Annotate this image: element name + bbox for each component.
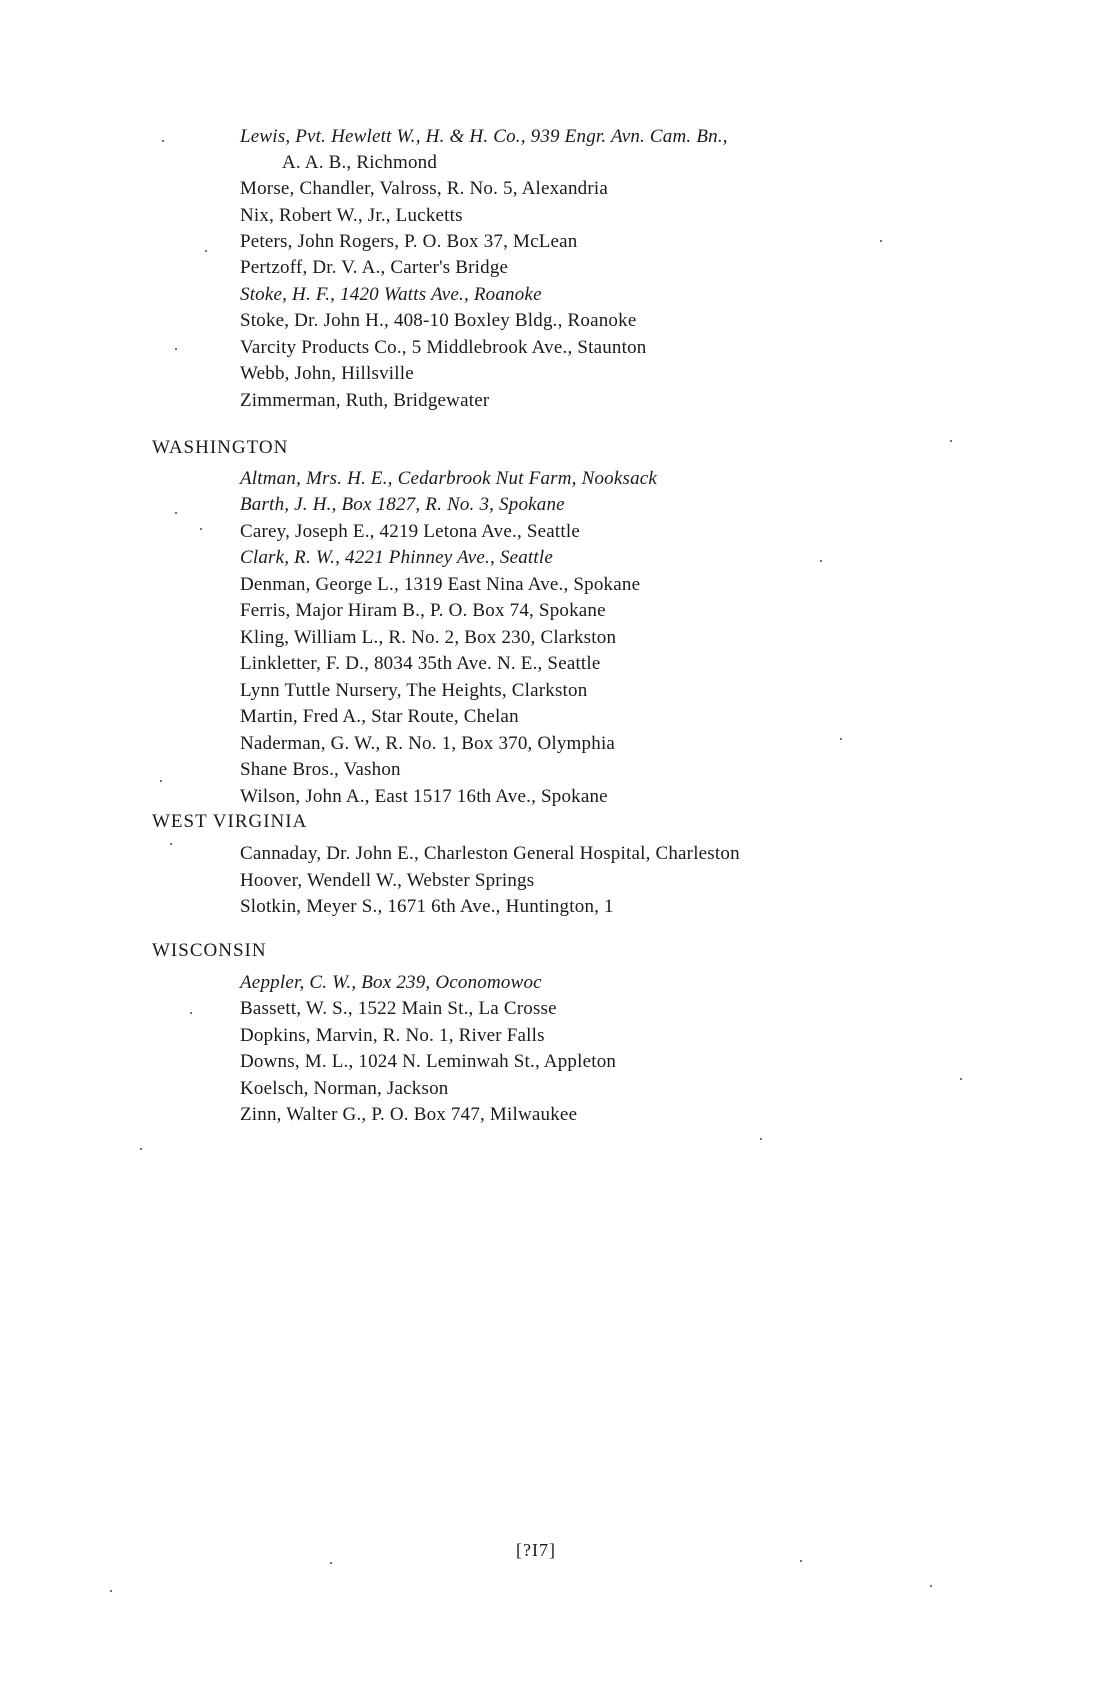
list-item: Wilson, John A., East 1517 16th Ave., Spokane (240, 786, 608, 807)
scan-speck (140, 1148, 142, 1150)
list-item: Denman, George L., 1319 East Nina Ave., Spokane (240, 574, 641, 595)
list-item: Naderman, G. W., R. No. 1, Box 370, Olymphia (240, 733, 616, 754)
list-item: Bassett, W. S., 1522 Main St., La Crosse (240, 998, 557, 1019)
list-item: Lewis, Pvt. Hewlett W., H. & H. Co., 939 Engr. Avn. Cam. Bn., (240, 126, 728, 147)
scan-speck (760, 1138, 762, 1140)
list-item: Zimmerman, Ruth, Bridgewater (240, 390, 490, 411)
scan-speck (800, 1560, 802, 1562)
scan-speck (200, 528, 202, 530)
list-item: Lynn Tuttle Nursery, The Heights, Clarkston (240, 680, 588, 701)
scan-speck (175, 512, 177, 514)
page-number: [?I7] (516, 1540, 556, 1560)
section-heading-west-virginia: WEST VIRGINIA (152, 811, 308, 832)
list-item: Stoke, Dr. John H., 408-10 Boxley Bldg., Roanoke (240, 310, 637, 331)
scan-speck (820, 560, 822, 562)
list-item: Dopkins, Marvin, R. No. 1, River Falls (240, 1025, 545, 1046)
scan-speck (880, 240, 882, 242)
list-item: Varcity Products Co., 5 Middlebrook Ave., Staunton (240, 337, 647, 358)
list-item: Clark, R. W., 4221 Phinney Ave., Seattle (240, 547, 554, 568)
list-item: Linkletter, F. D., 8034 35th Ave. N. E., Seattle (240, 653, 601, 674)
list-item: Downs, M. L., 1024 N. Leminwah St., Appleton (240, 1051, 617, 1072)
list-item: Cannaday, Dr. John E., Charleston General Hospital, Charleston (240, 843, 740, 864)
scan-speck (950, 440, 952, 442)
scan-speck (175, 348, 177, 350)
list-item: Martin, Fred A., Star Route, Chelan (240, 706, 519, 727)
list-item: A. A. B., Richmond (282, 152, 438, 173)
list-item: Ferris, Major Hiram B., P. O. Box 74, Spokane (240, 600, 606, 621)
list-item: Stoke, H. F., 1420 Watts Ave., Roanoke (240, 284, 542, 305)
list-item: Carey, Joseph E., 4219 Letona Ave., Seattle (240, 521, 580, 542)
list-item: Aeppler, C. W., Box 239, Oconomowoc (240, 972, 542, 993)
list-item: Altman, Mrs. H. E., Cedarbrook Nut Farm, Nooksack (240, 468, 658, 489)
list-item: Koelsch, Norman, Jackson (240, 1078, 449, 1099)
list-item: Kling, William L., R. No. 2, Box 230, Clarkston (240, 627, 617, 648)
scan-speck (205, 250, 207, 252)
section-heading-wisconsin: WISCONSIN (152, 940, 267, 961)
scan-speck (110, 1590, 112, 1592)
list-item: Webb, John, Hillsville (240, 363, 414, 384)
scan-speck (840, 738, 842, 740)
list-item: Shane Bros., Vashon (240, 759, 401, 780)
list-item: Nix, Robert W., Jr., Lucketts (240, 205, 463, 226)
section-heading-washington: WASHINGTON (152, 437, 289, 458)
scan-speck (162, 140, 164, 142)
scan-speck (960, 1078, 962, 1080)
list-item: Barth, J. H., Box 1827, R. No. 3, Spokane (240, 494, 565, 515)
list-item: Peters, John Rogers, P. O. Box 37, McLean (240, 231, 578, 252)
list-item: Morse, Chandler, Valross, R. No. 5, Alexandria (240, 178, 608, 199)
scan-speck (190, 1012, 192, 1014)
scan-speck (930, 1585, 932, 1587)
scan-speck (330, 1562, 332, 1564)
scan-speck (160, 780, 162, 782)
scan-speck (170, 843, 172, 845)
list-item: Zinn, Walter G., P. O. Box 747, Milwaukee (240, 1104, 578, 1125)
list-item: Pertzoff, Dr. V. A., Carter's Bridge (240, 257, 509, 278)
list-item: Hoover, Wendell W., Webster Springs (240, 870, 535, 891)
list-item: Slotkin, Meyer S., 1671 6th Ave., Huntington, 1 (240, 896, 614, 917)
